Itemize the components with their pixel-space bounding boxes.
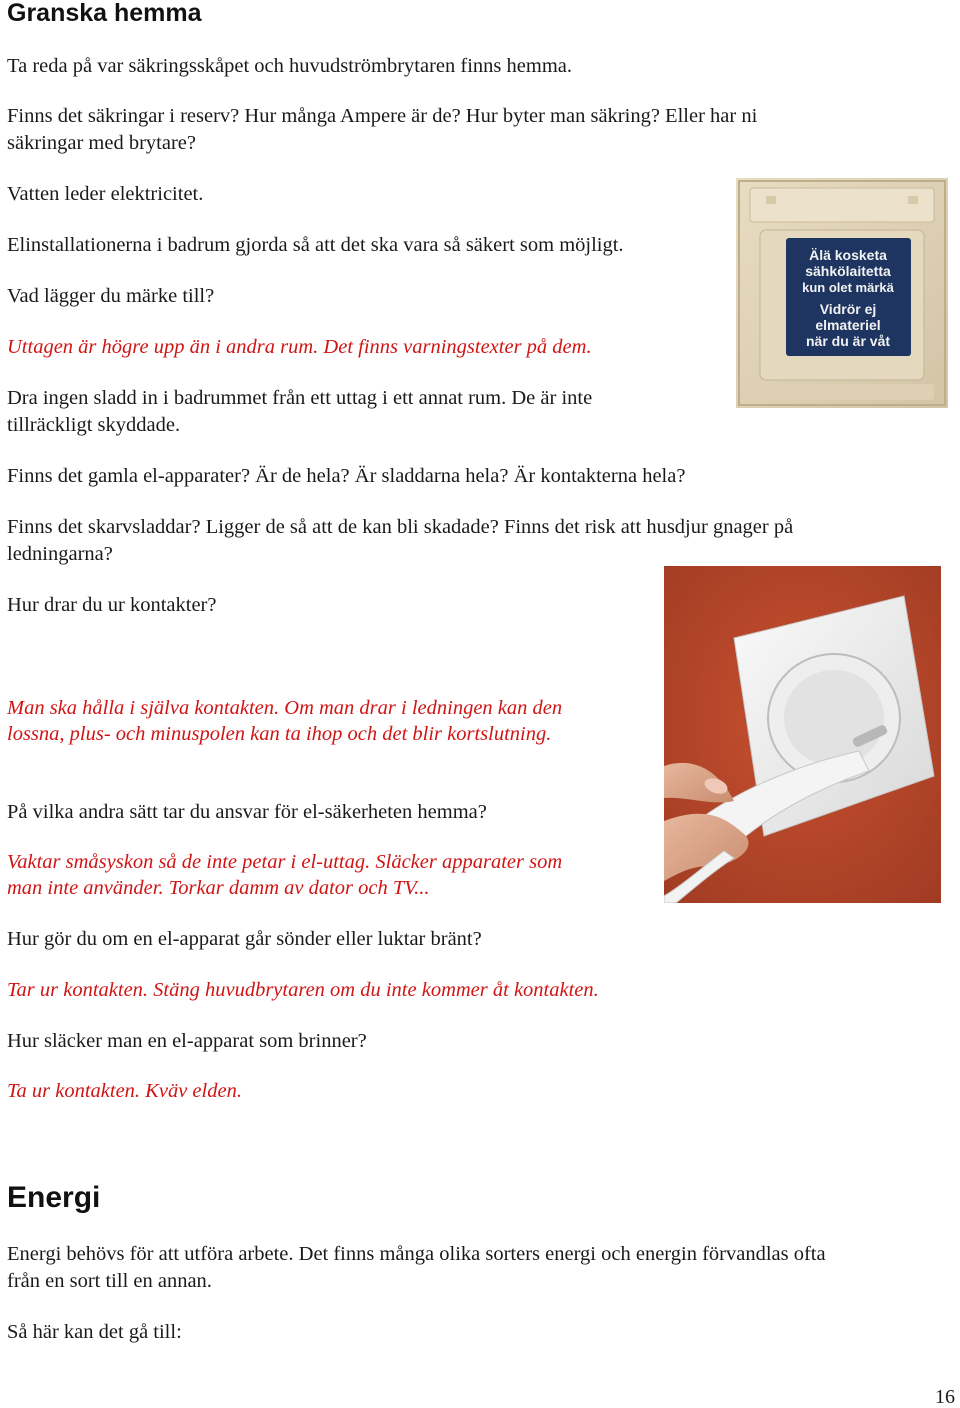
paragraph: Finns det säkringar i reserv? Hur många Ampere är de? Hur byter man säkring? Eller har ni — [7, 105, 758, 127]
answer-text: man inte använder. Torkar damm av dator och TV... — [7, 877, 430, 899]
question: Hur drar du ur kontakter? — [7, 594, 217, 616]
paragraph: Ta reda på var säkringsskåpet och huvudströmbrytaren finns hemma. — [7, 55, 572, 77]
question: Finns det skarvsladdar? Ligger de så att de kan bli skadade? Finns det risk att husdjur gnager på — [7, 516, 794, 538]
section-title: Energi — [7, 1181, 101, 1214]
sign-line: Vidrör ej — [819, 301, 877, 317]
paragraph: tillräckligt skyddade. — [7, 414, 181, 436]
answer-text: Uttagen är högre upp än i andra rum. Det finns varningstexter på dem. — [7, 336, 592, 358]
answer-text: Vaktar småsyskon så de inte petar i el-uttag. Släcker apparater som — [7, 851, 563, 873]
paragraph: Energi behövs för att utföra arbete. Det finns många olika sorters energi och energin förvandlas ofta — [7, 1243, 826, 1265]
paragraph: Dra ingen sladd in i badrummet från ett uttag i ett annat rum. De är inte — [7, 387, 593, 409]
answer-text: lossna, plus- och minuspolen kan ta ihop och det blir kortslutning. — [7, 723, 552, 745]
sign-line: när du är våt — [805, 333, 891, 349]
question: På vilka andra sätt tar du ansvar för el-säkerheten hemma? — [7, 801, 487, 823]
paragraph: Vatten leder elektricitet. — [7, 183, 204, 205]
question: Hur gör du om en el-apparat går sönder eller luktar bränt? — [7, 928, 482, 950]
page-number: 16 — [935, 1386, 955, 1408]
answer-text: Man ska hålla i själva kontakten. Om man drar i ledningen kan den — [7, 697, 563, 719]
paragraph: säkringar med brytare? — [7, 132, 196, 154]
question: Hur släcker man en el-apparat som brinner? — [7, 1030, 367, 1052]
outlet-warning-photo — [736, 178, 948, 408]
sign-line: elmateriel — [815, 317, 881, 333]
paragraph: från en sort till en annan. — [7, 1270, 212, 1292]
question: Finns det gamla el-apparater? Är de hela? Är sladdarna hela? Är kontakterna hela? — [7, 465, 686, 487]
answer-text: Ta ur kontakten. Kväv elden. — [7, 1080, 242, 1102]
sign-line: Älä kosketa — [809, 247, 887, 263]
paragraph: Så här kan det gå till: — [7, 1321, 182, 1343]
sign-line: kun olet märkä — [802, 280, 894, 295]
question: Vad lägger du märke till? — [7, 285, 215, 307]
unplugging-photo — [664, 566, 941, 903]
answer-text: Tar ur kontakten. Stäng huvudbrytaren om du inte kommer åt kontakten. — [7, 979, 599, 1001]
question: ledningarna? — [7, 543, 113, 565]
sign-line: sähkölaitetta — [805, 263, 891, 279]
page-title: Granska hemma — [7, 0, 202, 27]
paragraph: Elinstallationerna i badrum gjorda så att det ska vara så säkert som möjligt. — [7, 234, 624, 256]
